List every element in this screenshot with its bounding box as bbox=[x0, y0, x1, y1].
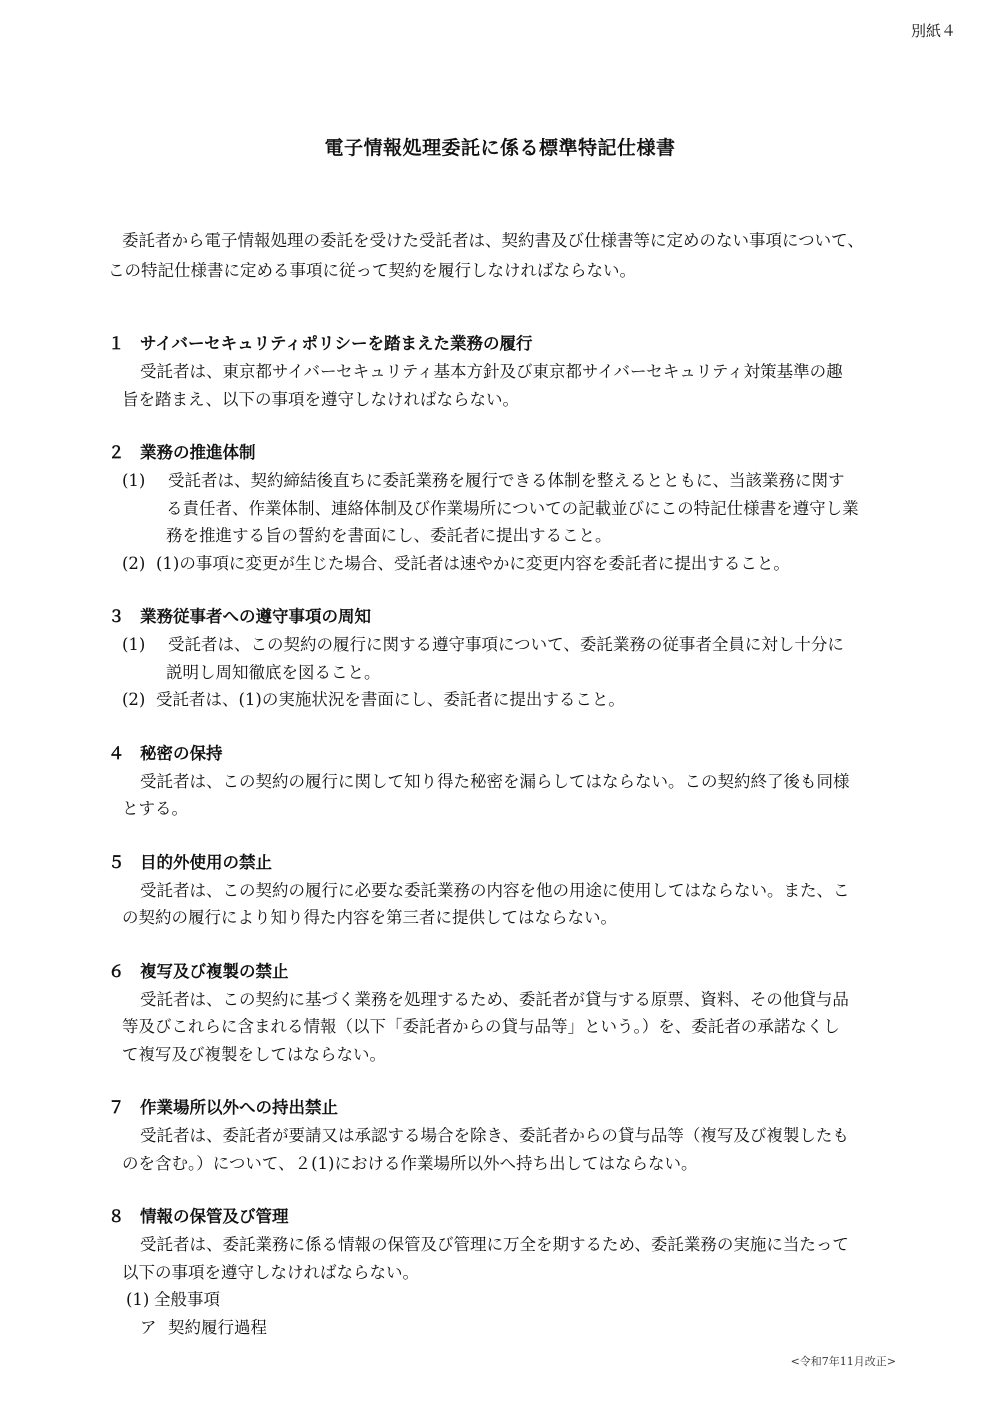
section-1 bbox=[108, 330, 908, 413]
subitem-number: (1) bbox=[126, 1290, 150, 1309]
section-4 bbox=[108, 740, 908, 823]
item-number: (2) bbox=[122, 553, 146, 573]
sections-container bbox=[108, 330, 908, 1367]
subitem bbox=[108, 1314, 908, 1342]
section-6 bbox=[108, 958, 908, 1069]
item-line: 説明し周知徹底を図ること。 bbox=[166, 662, 381, 682]
subitem-text: 全般事項 bbox=[154, 1290, 220, 1309]
item-text bbox=[156, 550, 908, 578]
section-title: 目的外使用の禁止 bbox=[140, 852, 272, 872]
revision-note: <令和7年11月改正> bbox=[790, 1355, 896, 1368]
body-line: 受託者は、この契約の履行に必要な委託業務の内容を他の用途に使用してはならない。また、こ bbox=[140, 880, 850, 900]
section-number: ６ bbox=[108, 961, 125, 981]
section-heading bbox=[108, 1203, 908, 1231]
intro-line-1: 委託者から電子情報処理の委託を受けた受託者は、契約書及び仕様書等に定めのない事項について、 bbox=[122, 231, 864, 250]
list-item bbox=[108, 686, 908, 714]
item-line: 受託者は、(1)の実施状況を書面にし、委託者に提出すること。 bbox=[156, 690, 625, 709]
body-line: 受託者は、委託者が要請又は承認する場合を除き、委託者からの貸与品等（複写及び複製したも bbox=[140, 1126, 849, 1145]
body-line: の契約の履行により知り得た内容を第三者に提供してはならない。 bbox=[122, 908, 617, 927]
section-body bbox=[108, 877, 908, 932]
section-body bbox=[108, 986, 908, 1069]
item-line: る責任者、作業体制、連絡体制及び作業場所についての記載並びにこの特記仕様書を遵守し業 bbox=[166, 498, 859, 518]
section-body bbox=[108, 1122, 908, 1177]
section-heading bbox=[108, 849, 908, 877]
section-2 bbox=[108, 439, 908, 577]
body-line: 旨を踏まえ、以下の事項を遵守しなければならない。 bbox=[122, 389, 519, 409]
section-7 bbox=[108, 1094, 908, 1177]
list-item bbox=[108, 631, 908, 686]
body-line: 以下の事項を遵守しなければならない。 bbox=[122, 1262, 419, 1282]
item-line: 受託者は、契約締結後直ちに委託業務を履行できる体制を整えるとともに、当該業務に関す bbox=[168, 471, 845, 490]
section-heading bbox=[108, 603, 908, 631]
section-title: 秘密の保持 bbox=[140, 743, 223, 763]
section-heading bbox=[108, 439, 908, 467]
section-title: 作業場所以外への持出禁止 bbox=[140, 1098, 338, 1117]
section-number: １ bbox=[108, 334, 125, 353]
list-item bbox=[108, 467, 908, 550]
body-line: 受託者は、この契約の履行に関して知り得た秘密を漏らしてはならない。この契約終了後も同様 bbox=[140, 771, 850, 791]
list-item bbox=[108, 550, 908, 578]
section-number: ３ bbox=[108, 607, 125, 626]
item-text bbox=[156, 631, 908, 686]
body-line: 受託者は、東京都サイバーセキュリティ基本方針及び東京都サイバーセキュリティ対策基準の趣 bbox=[140, 362, 843, 381]
item-line: 受託者は、この契約の履行に関する遵守事項について、委託業務の従事者全員に対し十分に bbox=[168, 635, 844, 654]
subitem-text: 契約履行過程 bbox=[168, 1317, 267, 1337]
intro-paragraph bbox=[108, 226, 908, 286]
section-title: 複写及び複製の禁止 bbox=[140, 961, 289, 981]
section-3 bbox=[108, 603, 908, 714]
item-number: (2) bbox=[122, 690, 146, 709]
section-number: ８ bbox=[108, 1207, 125, 1226]
section-heading bbox=[108, 330, 908, 358]
section-number: ２ bbox=[108, 443, 125, 462]
item-text bbox=[156, 686, 908, 714]
body-line: 受託者は、委託業務に係る情報の保管及び管理に万全を期するため、委託業務の実施に当たって bbox=[140, 1235, 849, 1254]
item-text bbox=[156, 467, 908, 550]
section-heading bbox=[108, 958, 908, 986]
body-line: のを含む。）について、２(1)における作業場所以外へ持ち出してはならない。 bbox=[122, 1153, 698, 1173]
section-title: 業務従事者への遵守事項の周知 bbox=[140, 607, 371, 626]
section-body bbox=[108, 1231, 908, 1286]
section-number: ４ bbox=[108, 743, 125, 763]
item-number: (1) bbox=[122, 471, 146, 490]
section-heading bbox=[108, 740, 908, 768]
section-5 bbox=[108, 849, 908, 932]
section-number: ５ bbox=[108, 852, 125, 872]
subitem-number: ア bbox=[140, 1317, 157, 1337]
section-title: 業務の推進体制 bbox=[140, 443, 256, 462]
subitem bbox=[108, 1286, 908, 1314]
section-body bbox=[108, 358, 908, 413]
section-8 bbox=[108, 1203, 908, 1341]
body-line: 受託者は、この契約に基づく業務を処理するため、委託者が貸与する原票、資料、その他貸与品 bbox=[140, 989, 849, 1009]
section-title: 情報の保管及び管理 bbox=[140, 1207, 289, 1226]
body-line: とする。 bbox=[122, 799, 188, 818]
body-line: 等及びこれらに含まれる情報（以下「委託者からの貸与品等」という。）を、委託者の承諾なくし bbox=[122, 1017, 840, 1036]
section-number: ７ bbox=[108, 1098, 125, 1117]
section-title: サイバーセキュリティポリシーを踏まえた業務の履行 bbox=[140, 334, 533, 353]
item-line: (1)の事項に変更が生じた場合、受託者は速やかに変更内容を委託者に提出すること。 bbox=[156, 553, 790, 573]
attachment-label: 別紙４ bbox=[910, 22, 956, 40]
item-number: (1) bbox=[122, 635, 146, 654]
section-heading bbox=[108, 1094, 908, 1122]
intro-line-2: この特記仕様書に定める事項に従って契約を履行しなければならない。 bbox=[108, 261, 636, 280]
body-line: て複写及び複製をしてはならない。 bbox=[122, 1044, 386, 1064]
document-title: 電子情報処理委託に係る標準特記仕様書 bbox=[324, 137, 676, 159]
section-body bbox=[108, 768, 908, 823]
item-line: 務を推進する旨の誓約を書面にし、委託者に提出すること。 bbox=[166, 526, 612, 545]
